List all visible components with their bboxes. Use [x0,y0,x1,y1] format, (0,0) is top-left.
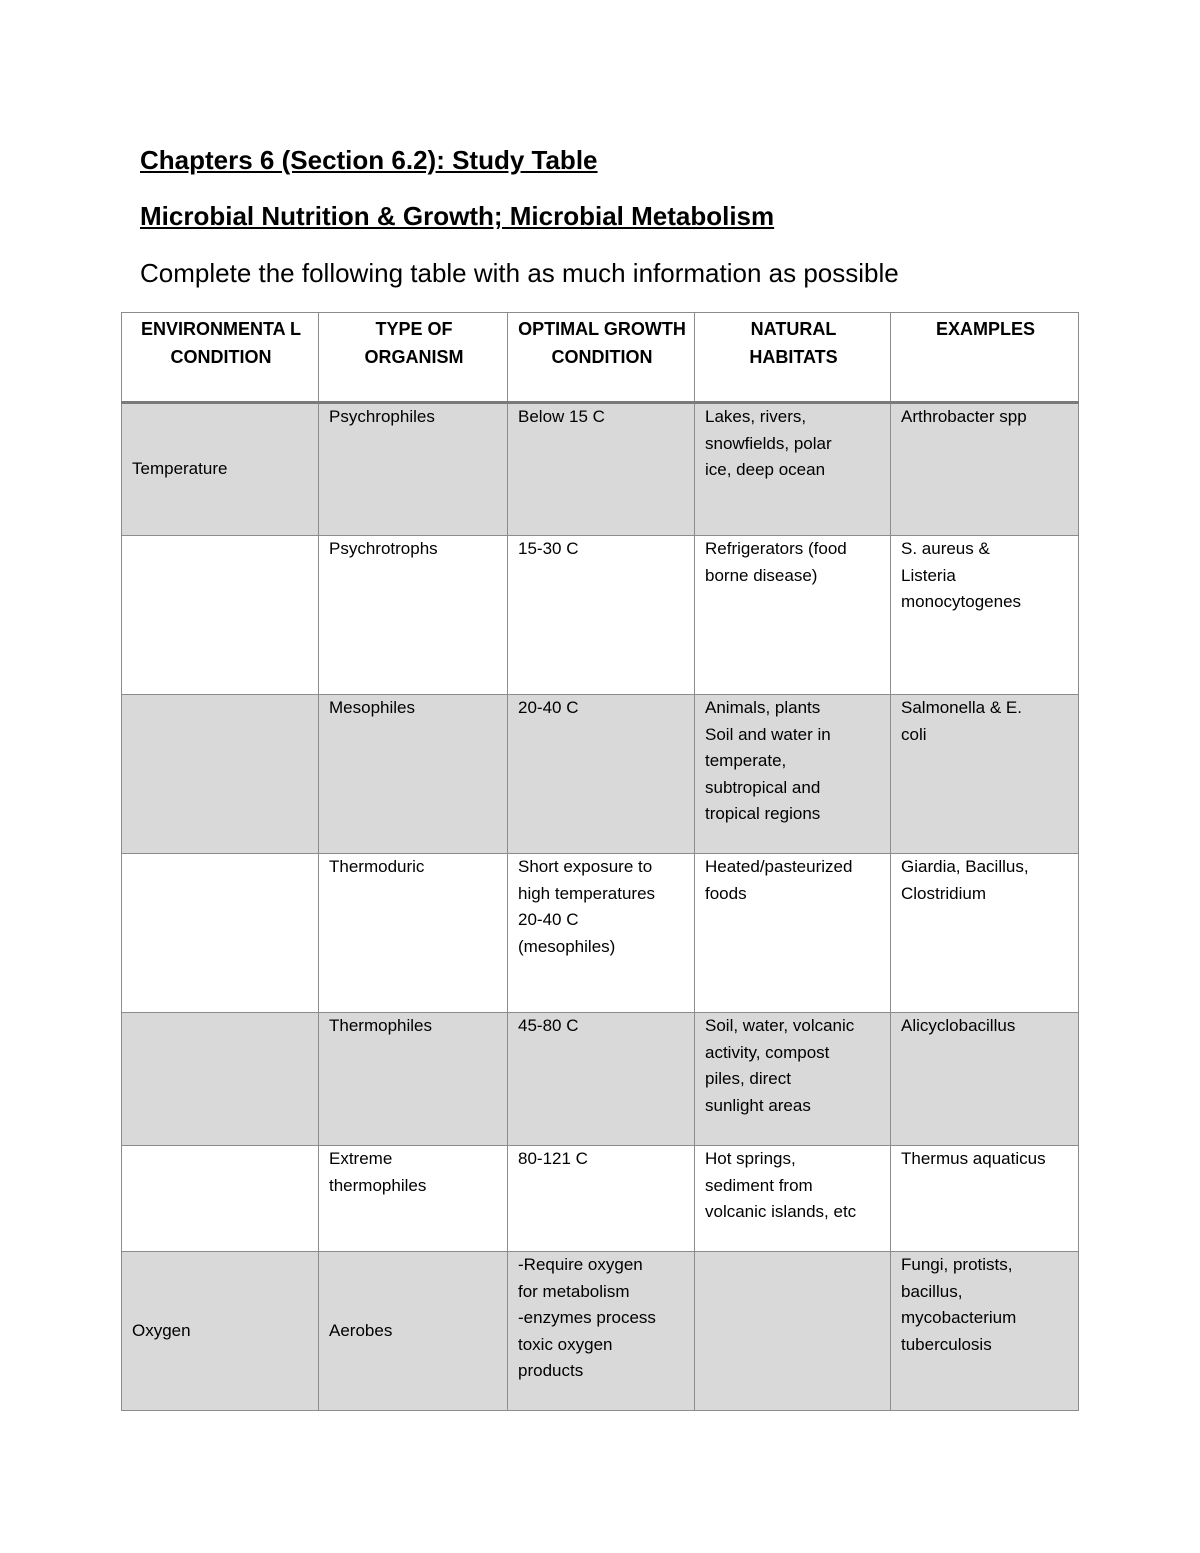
cell-organism: Thermophiles [319,1013,508,1146]
cell-examples: Alicyclobacillus [891,1013,1079,1146]
cell-optimal: -Require oxygen for metabolism -enzymes process toxic oxygen products [508,1252,695,1411]
cell-habitats [695,1252,891,1411]
cell-optimal: Short exposure to high temperatures 20-40 C (mesophiles) [508,854,695,1013]
cell-optimal: 45-80 C [508,1013,695,1146]
cell-habitats: Soil, water, volcanic activity, compost piles, direct sunlight areas [695,1013,891,1146]
cell-organism: Mesophiles [319,695,508,854]
cell-condition [122,1146,319,1252]
document-subtitle: Microbial Nutrition & Growth; Microbial Metabolism [140,201,775,231]
cell-habitats: Heated/pasteurized foods [695,854,891,1013]
document-title: Chapters 6 (Section 6.2): Study Table [140,145,598,175]
header-environmental-condition: ENVIRONMENTA L CONDITION [122,313,319,403]
table-row [122,1146,1079,1252]
cell-condition [122,854,319,1013]
cell-optimal: 80-121 C [508,1146,695,1252]
cell-examples: S. aureus & Listeria monocytogenes [891,536,1079,695]
cell-examples: Arthrobacter spp [891,403,1079,536]
table-row [122,695,1079,854]
cell-organism: Thermoduric [319,854,508,1013]
table-row [122,536,1079,695]
cell-condition [122,695,319,854]
cell-examples: Salmonella & E. coli [891,695,1079,854]
cell-habitats: Hot springs, sediment from volcanic islands, etc [695,1146,891,1252]
cell-examples: Thermus aquaticus [891,1146,1079,1252]
header-natural-habitats: NATURAL HABITATS [695,313,891,403]
cell-organism: Psychrophiles [319,403,508,536]
cell-habitats: Refrigerators (food borne disease) [695,536,891,695]
cell-condition [122,1013,319,1146]
header-row [122,313,1079,403]
instructions: Complete the following table with as much information as possible [140,258,899,288]
header-type-of-organism: TYPE OF ORGANISM [319,313,508,403]
cell-optimal: 15-30 C [508,536,695,695]
cell-organism: Aerobes [319,1252,508,1411]
study-table [121,312,1079,1411]
header-examples: EXAMPLES [891,313,1079,403]
table-row [122,1252,1079,1411]
cell-optimal: 20-40 C [508,695,695,854]
header-optimal-growth-condition: OPTIMAL GROWTH CONDITION [508,313,695,403]
cell-condition: Oxygen [122,1252,319,1411]
cell-habitats: Lakes, rivers, snowfields, polar ice, deep ocean [695,403,891,536]
table-row [122,1013,1079,1146]
cell-organism: Psychrotrophs [319,536,508,695]
table-row [122,854,1079,1013]
table-row [122,403,1079,536]
cell-habitats: Animals, plants Soil and water in temperate, subtropical and tropical regions [695,695,891,854]
cell-examples: Fungi, protists, bacillus, mycobacterium tuberculosis [891,1252,1079,1411]
cell-condition: Temperature [122,403,319,536]
cell-optimal: Below 15 C [508,403,695,536]
cell-condition [122,536,319,695]
cell-examples: Giardia, Bacillus, Clostridium [891,854,1079,1013]
cell-organism: Extreme thermophiles [319,1146,508,1252]
